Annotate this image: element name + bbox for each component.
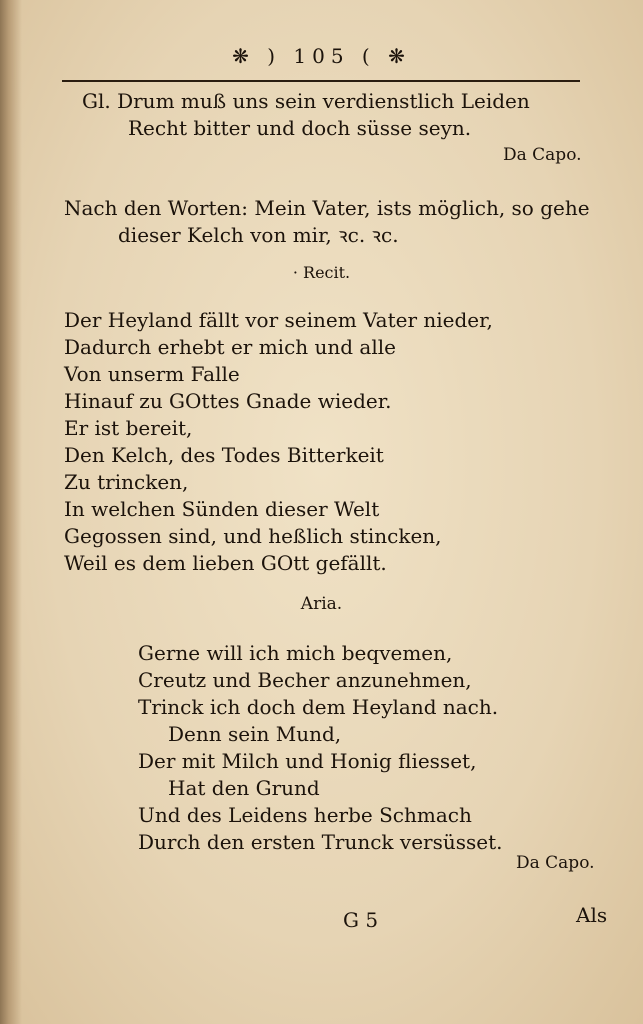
recit-line: Weil es dem lieben GOtt gefällt. [64,551,387,575]
catchword: Als [576,903,608,927]
signature-mark: G 5 [343,908,379,932]
recit-text [64,307,493,577]
gl-line-1: Gl. Drum muß uns sein verdienstlich Leiden [82,89,530,113]
aria-text [138,640,503,856]
nach-line-1: Nach den Worten: Mein Vater, ists möglich, so gehe [64,196,590,220]
recit-line: In welchen Sünden dieser Welt [64,497,380,521]
recit-line: Er ist bereit, [64,416,193,440]
gl-block [82,88,530,142]
recit-line: Dadurch erhebt er mich und alle [64,335,396,359]
nach-den-worten [64,195,590,249]
aria-line: Durch den ersten Trunck versüsset. [138,830,503,854]
nach-line-2: dieser Kelch von mir, ꝛc. ꝛc. [118,223,399,247]
aria-heading: Aria. [300,594,343,614]
aria-line: Trinck ich doch dem Heyland nach. [138,695,499,719]
da-capo-2: Da Capo. [516,853,595,873]
recit-line: Gegossen sind, und heßlich stincken, [64,524,442,548]
recit-heading: · Recit. [292,263,351,282]
aria-line: Hat den Grund [168,776,320,800]
aria-line: Und des Leidens herbe Schmach [138,803,472,827]
recit-line: Zu trincken, [64,470,189,494]
recit-line: Hinauf zu GOttes Gnade wieder. [64,389,392,413]
header-rule [62,80,580,82]
page-header: ❋ ) 105 ( ❋ [232,44,411,68]
binding-shadow [0,0,22,1024]
aria-line: Der mit Milch und Honig fliesset, [138,749,477,773]
aria-line: Gerne will ich mich beqvemen, [138,641,453,665]
aria-line: Denn sein Mund, [168,722,342,746]
aria-line: Creutz und Becher anzunehmen, [138,668,472,692]
da-capo-1: Da Capo. [503,145,582,165]
recit-line: Den Kelch, des Todes Bitterkeit [64,443,384,467]
recit-line: Der Heyland fällt vor seinem Vater nieder, [64,308,493,332]
recit-line: Von unserm Falle [64,362,240,386]
gl-line-2: Recht bitter und doch süsse seyn. [128,116,472,140]
